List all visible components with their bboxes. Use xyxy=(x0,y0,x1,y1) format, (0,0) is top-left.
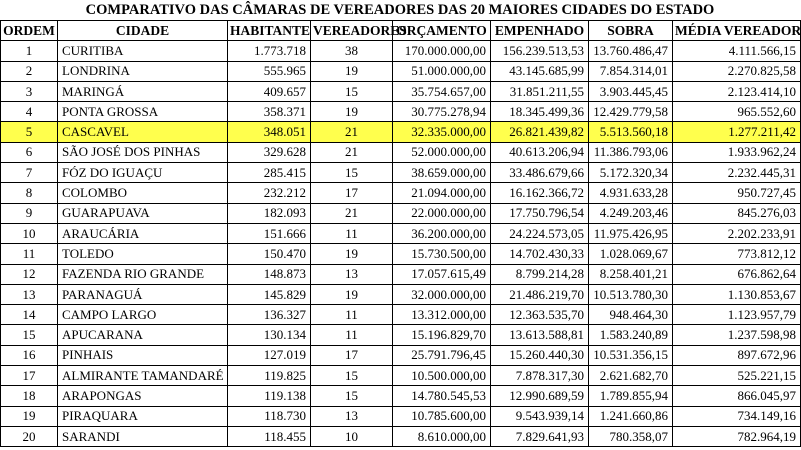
table-row xyxy=(1,325,801,345)
cell-vereadores: 11 xyxy=(311,305,393,325)
cell-vereadores: 19 xyxy=(311,244,393,264)
cell-sobra: 780.358,07 xyxy=(589,426,673,446)
cell-sobra: 10.513.780,30 xyxy=(589,284,673,304)
cell-vereadores: 21 xyxy=(311,142,393,162)
cell-cidade: MARINGÁ xyxy=(58,81,228,101)
cell-cidade: PINHAIS xyxy=(58,345,228,365)
cell-habitante: 136.327 xyxy=(228,305,311,325)
cell-empenhado: 18.345.499,36 xyxy=(491,102,589,122)
cell-orcamento: 21.094.000,00 xyxy=(393,183,491,203)
cell-habitante: 127.019 xyxy=(228,345,311,365)
table-row xyxy=(1,345,801,365)
table-row xyxy=(1,61,801,81)
cell-empenhado: 7.878.317,30 xyxy=(491,366,589,386)
cell-media-vereador: 1.237.598,98 xyxy=(673,325,801,345)
cell-vereadores: 15 xyxy=(311,386,393,406)
cell-ordem: 20 xyxy=(1,426,58,446)
cell-empenhado: 43.145.685,99 xyxy=(491,61,589,81)
cell-sobra: 1.583.240,89 xyxy=(589,325,673,345)
cell-habitante: 118.730 xyxy=(228,406,311,426)
table-row xyxy=(1,142,801,162)
cell-ordem: 8 xyxy=(1,183,58,203)
cell-cidade: SARANDI xyxy=(58,426,228,446)
cell-orcamento: 36.200.000,00 xyxy=(393,223,491,243)
cell-sobra: 4.931.633,28 xyxy=(589,183,673,203)
cell-sobra: 11.975.426,95 xyxy=(589,223,673,243)
cell-vereadores: 13 xyxy=(311,406,393,426)
cell-vereadores: 15 xyxy=(311,366,393,386)
cell-orcamento: 51.000.000,00 xyxy=(393,61,491,81)
cell-orcamento: 22.000.000,00 xyxy=(393,203,491,223)
cell-empenhado: 12.990.689,59 xyxy=(491,386,589,406)
cell-empenhado: 156.239.513,53 xyxy=(491,41,589,61)
cell-empenhado: 17.750.796,54 xyxy=(491,203,589,223)
cell-sobra: 1.241.660,86 xyxy=(589,406,673,426)
cell-vereadores: 38 xyxy=(311,41,393,61)
cell-habitante: 409.657 xyxy=(228,81,311,101)
table-row xyxy=(1,81,801,101)
cell-cidade: PARANAGUÁ xyxy=(58,284,228,304)
table-row xyxy=(1,223,801,243)
cell-sobra: 5.172.320,34 xyxy=(589,163,673,183)
cell-sobra: 3.903.445,45 xyxy=(589,81,673,101)
cell-cidade: SÃO JOSÉ DOS PINHAS xyxy=(58,142,228,162)
header-cidade: CIDADE xyxy=(58,21,228,41)
table-row xyxy=(1,406,801,426)
cell-empenhado: 24.224.573,05 xyxy=(491,223,589,243)
cell-media-vereador: 782.964,19 xyxy=(673,426,801,446)
cell-ordem: 9 xyxy=(1,203,58,223)
cell-habitante: 119.825 xyxy=(228,366,311,386)
header-empenhado: EMPENHADO xyxy=(491,21,589,41)
cell-orcamento: 35.754.657,00 xyxy=(393,81,491,101)
cell-ordem: 15 xyxy=(1,325,58,345)
cell-habitante: 182.093 xyxy=(228,203,311,223)
cell-cidade: ALMIRANTE TAMANDARÉ xyxy=(58,366,228,386)
cell-habitante: 232.212 xyxy=(228,183,311,203)
cell-habitante: 145.829 xyxy=(228,284,311,304)
cell-vereadores: 19 xyxy=(311,61,393,81)
cell-media-vereador: 773.812,12 xyxy=(673,244,801,264)
cell-sobra: 11.386.793,06 xyxy=(589,142,673,162)
cell-orcamento: 17.057.615,49 xyxy=(393,264,491,284)
cell-cidade: PIRAQUARA xyxy=(58,406,228,426)
header-ordem: ORDEM xyxy=(1,21,58,41)
cell-habitante: 555.965 xyxy=(228,61,311,81)
cell-media-vereador: 1.123.957,79 xyxy=(673,305,801,325)
cell-empenhado: 15.260.440,30 xyxy=(491,345,589,365)
cell-vereadores: 15 xyxy=(311,163,393,183)
table-row xyxy=(1,122,801,142)
cell-vereadores: 21 xyxy=(311,122,393,142)
cell-media-vereador: 2.232.445,31 xyxy=(673,163,801,183)
cell-vereadores: 15 xyxy=(311,81,393,101)
cell-empenhado: 16.162.366,72 xyxy=(491,183,589,203)
cell-vereadores: 17 xyxy=(311,345,393,365)
cell-cidade: LONDRINA xyxy=(58,61,228,81)
cell-orcamento: 15.196.829,70 xyxy=(393,325,491,345)
table-row xyxy=(1,305,801,325)
cell-ordem: 16 xyxy=(1,345,58,365)
cell-sobra: 1.028.069,67 xyxy=(589,244,673,264)
table-row xyxy=(1,102,801,122)
cell-ordem: 17 xyxy=(1,366,58,386)
cell-habitante: 285.415 xyxy=(228,163,311,183)
cell-vereadores: 13 xyxy=(311,264,393,284)
cell-media-vereador: 950.727,45 xyxy=(673,183,801,203)
cell-habitante: 329.628 xyxy=(228,142,311,162)
cell-sobra: 5.513.560,18 xyxy=(589,122,673,142)
cell-orcamento: 10.785.600,00 xyxy=(393,406,491,426)
page-title: COMPARATIVO DAS CÂMARAS DE VEREADORES DAS 20 MAIORES CIDADES DO ESTADO xyxy=(85,2,715,18)
table-row xyxy=(1,426,801,446)
cell-vereadores: 11 xyxy=(311,223,393,243)
cell-orcamento: 25.791.796,45 xyxy=(393,345,491,365)
cell-ordem: 14 xyxy=(1,305,58,325)
table-body xyxy=(1,41,801,447)
cell-media-vereador: 897.672,96 xyxy=(673,345,801,365)
cell-sobra: 13.760.486,47 xyxy=(589,41,673,61)
cell-media-vereador: 676.862,64 xyxy=(673,264,801,284)
table-row xyxy=(1,41,801,61)
cell-media-vereador: 1.933.962,24 xyxy=(673,142,801,162)
cell-orcamento: 10.500.000,00 xyxy=(393,366,491,386)
cell-cidade: CASCAVEL xyxy=(58,122,228,142)
cell-media-vereador: 2.270.825,58 xyxy=(673,61,801,81)
cell-media-vereador: 866.045,97 xyxy=(673,386,801,406)
cell-ordem: 11 xyxy=(1,244,58,264)
cell-vereadores: 10 xyxy=(311,426,393,446)
cell-cidade: FÓZ DO IGUAÇU xyxy=(58,163,228,183)
cell-empenhado: 31.851.211,55 xyxy=(491,81,589,101)
cell-habitante: 1.773.718 xyxy=(228,41,311,61)
cell-cidade: PONTA GROSSA xyxy=(58,102,228,122)
header-vereadores: VEREADORES xyxy=(311,21,393,41)
cell-media-vereador: 965.552,60 xyxy=(673,102,801,122)
cell-empenhado: 14.702.430,33 xyxy=(491,244,589,264)
cell-ordem: 12 xyxy=(1,264,58,284)
cell-ordem: 7 xyxy=(1,163,58,183)
table-row xyxy=(1,386,801,406)
table-row xyxy=(1,244,801,264)
cell-orcamento: 8.610.000,00 xyxy=(393,426,491,446)
cell-ordem: 2 xyxy=(1,61,58,81)
cell-ordem: 10 xyxy=(1,223,58,243)
header-orcamento: ORÇAMENTO xyxy=(393,21,491,41)
cell-vereadores: 21 xyxy=(311,203,393,223)
table-row xyxy=(1,264,801,284)
comparison-table xyxy=(0,20,801,447)
cell-media-vereador: 1.277.211,42 xyxy=(673,122,801,142)
cell-habitante: 358.371 xyxy=(228,102,311,122)
table-row xyxy=(1,284,801,304)
cell-ordem: 1 xyxy=(1,41,58,61)
cell-media-vereador: 734.149,16 xyxy=(673,406,801,426)
cell-media-vereador: 2.202.233,91 xyxy=(673,223,801,243)
cell-sobra: 4.249.203,46 xyxy=(589,203,673,223)
cell-orcamento: 38.659.000,00 xyxy=(393,163,491,183)
cell-ordem: 4 xyxy=(1,102,58,122)
cell-orcamento: 30.775.278,94 xyxy=(393,102,491,122)
cell-empenhado: 21.486.219,70 xyxy=(491,284,589,304)
cell-cidade: CURITIBA xyxy=(58,41,228,61)
cell-orcamento: 32.000.000,00 xyxy=(393,284,491,304)
cell-empenhado: 33.486.679,66 xyxy=(491,163,589,183)
cell-sobra: 8.258.401,21 xyxy=(589,264,673,284)
cell-habitante: 130.134 xyxy=(228,325,311,345)
cell-ordem: 18 xyxy=(1,386,58,406)
cell-habitante: 118.455 xyxy=(228,426,311,446)
cell-media-vereador: 845.276,03 xyxy=(673,203,801,223)
cell-orcamento: 15.730.500,00 xyxy=(393,244,491,264)
cell-orcamento: 52.000.000,00 xyxy=(393,142,491,162)
cell-cidade: FAZENDA RIO GRANDE xyxy=(58,264,228,284)
cell-media-vereador: 525.221,15 xyxy=(673,366,801,386)
table-row xyxy=(1,366,801,386)
header-row xyxy=(1,21,801,41)
cell-habitante: 119.138 xyxy=(228,386,311,406)
cell-orcamento: 32.335.000,00 xyxy=(393,122,491,142)
cell-cidade: TOLEDO xyxy=(58,244,228,264)
cell-empenhado: 9.543.939,14 xyxy=(491,406,589,426)
cell-empenhado: 8.799.214,28 xyxy=(491,264,589,284)
cell-orcamento: 170.000.000,00 xyxy=(393,41,491,61)
table-row xyxy=(1,183,801,203)
cell-sobra: 12.429.779,58 xyxy=(589,102,673,122)
cell-media-vereador: 2.123.414,10 xyxy=(673,81,801,101)
cell-vereadores: 19 xyxy=(311,284,393,304)
cell-cidade: CAMPO LARGO xyxy=(58,305,228,325)
cell-vereadores: 17 xyxy=(311,183,393,203)
cell-media-vereador: 1.130.853,67 xyxy=(673,284,801,304)
header-media-vereador: MÉDIA VEREADOR xyxy=(673,21,801,41)
cell-sobra: 7.854.314,01 xyxy=(589,61,673,81)
cell-empenhado: 12.363.535,70 xyxy=(491,305,589,325)
cell-empenhado: 7.829.641,93 xyxy=(491,426,589,446)
cell-ordem: 19 xyxy=(1,406,58,426)
cell-cidade: APUCARANA xyxy=(58,325,228,345)
cell-cidade: GUARAPUAVA xyxy=(58,203,228,223)
header-habitante: HABITANTE xyxy=(228,21,311,41)
cell-cidade: ARAUCÁRIA xyxy=(58,223,228,243)
cell-media-vereador: 4.111.566,15 xyxy=(673,41,801,61)
cell-vereadores: 11 xyxy=(311,325,393,345)
cell-habitante: 150.470 xyxy=(228,244,311,264)
cell-habitante: 348.051 xyxy=(228,122,311,142)
cell-empenhado: 40.613.206,94 xyxy=(491,142,589,162)
cell-ordem: 6 xyxy=(1,142,58,162)
cell-habitante: 148.873 xyxy=(228,264,311,284)
cell-vereadores: 19 xyxy=(311,102,393,122)
cell-sobra: 948.464,30 xyxy=(589,305,673,325)
cell-ordem: 5 xyxy=(1,122,58,142)
table-row xyxy=(1,203,801,223)
cell-sobra: 1.789.855,94 xyxy=(589,386,673,406)
cell-orcamento: 13.312.000,00 xyxy=(393,305,491,325)
cell-ordem: 3 xyxy=(1,81,58,101)
cell-sobra: 10.531.356,15 xyxy=(589,345,673,365)
cell-ordem: 13 xyxy=(1,284,58,304)
cell-sobra: 2.621.682,70 xyxy=(589,366,673,386)
table-row xyxy=(1,163,801,183)
cell-habitante: 151.666 xyxy=(228,223,311,243)
cell-empenhado: 26.821.439,82 xyxy=(491,122,589,142)
header-sobra: SOBRA xyxy=(589,21,673,41)
cell-orcamento: 14.780.545,53 xyxy=(393,386,491,406)
cell-cidade: COLOMBO xyxy=(58,183,228,203)
cell-empenhado: 13.613.588,81 xyxy=(491,325,589,345)
cell-cidade: ARAPONGAS xyxy=(58,386,228,406)
